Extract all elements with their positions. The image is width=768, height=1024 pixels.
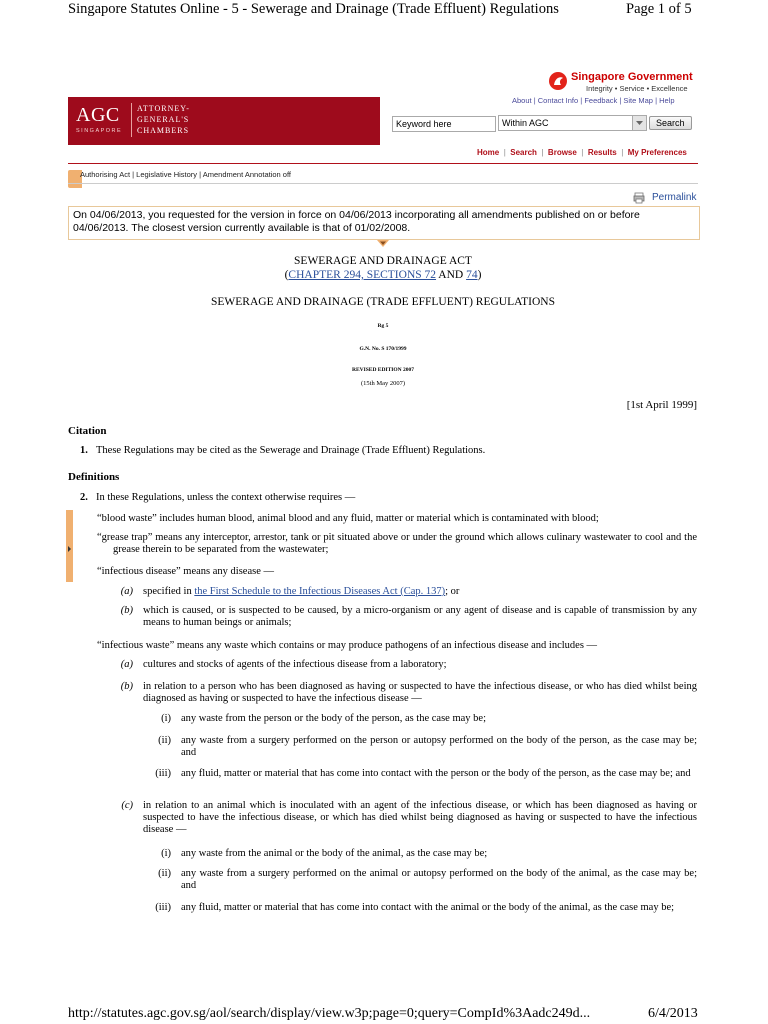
print-header-page: Page 1 of 5 <box>626 1 692 17</box>
rg-number: Rg 5 <box>377 323 389 329</box>
agc-name: ATTORNEY- GENERAL'S CHAMBERS <box>137 104 190 135</box>
commencement-date: [1st April 1999] <box>626 399 697 411</box>
contact-info-link[interactable]: Contact Info <box>537 96 579 105</box>
agc-banner[interactable] <box>68 97 380 145</box>
id-b-label: (b) <box>120 605 133 616</box>
regulations-title: SEWERAGE AND DRAINAGE (TRADE EFFLUENT) REGULATIONS <box>210 296 556 308</box>
top-links: About | Contact Info | Feedback | Site Map | Help <box>512 96 675 105</box>
def-blood-waste: “blood waste” includes human blood, animal blood and any fluid, matter or material which is contaminated with blood; <box>97 513 599 524</box>
legislative-history-link[interactable]: Legislative History <box>136 170 198 179</box>
chapter-link[interactable]: CHAPTER 294, SECTIONS 72 <box>288 269 437 281</box>
print-footer-date: 6/4/2013 <box>648 1006 698 1021</box>
section-1-number: 1. <box>80 445 88 456</box>
print-footer-url: http://statutes.agc.gov.sg/aol/search/display/view.w3p;page=0;query=CompId%3Aadc249d... <box>68 1006 591 1021</box>
sub-nav: Authorising Act | Legislative History | Amendment Annotation off <box>80 170 292 179</box>
gn-number: G.N. No. S 170/1999 <box>359 346 407 352</box>
version-notice: On 04/06/2013, you requested for the version in force on 04/06/2013 incorporating all amendments published on or before 04/06/2013. The closest version currently available is that of 01/02/2008. <box>68 206 700 240</box>
feedback-link[interactable]: Feedback <box>584 96 618 105</box>
iw-b-label: (b) <box>120 681 133 692</box>
iw-b-ii-text: any waste from a surgery performed on the person or autopsy performed on the body of the person, as the case may be; and <box>181 735 697 758</box>
nav-divider <box>68 163 698 164</box>
section-1-text: These Regulations may be cited as the Sewerage and Drainage (Trade Effluent) Regulations. <box>96 445 486 456</box>
print-header-title: Singapore Statutes Online - 5 - Sewerage and Drainage (Trade Effluent) Regulations <box>68 1 559 17</box>
nav-my-preferences[interactable]: My Preferences <box>627 148 687 157</box>
permalink-link[interactable]: Permalink <box>652 192 697 203</box>
iw-c-text: in relation to an animal which is inoculated with an agent of the infectious disease, or which has been diagnosed as having or suspected to have the infectious disease, or which has died whilst being diagnosed as having or suspected to have the infectious disease — <box>143 800 697 835</box>
about-link[interactable]: About <box>512 96 532 105</box>
expand-arrow-icon[interactable] <box>377 234 389 241</box>
def-infectious-waste: “infectious waste” means any waste which contains or may produce pathogens of an infectious disease and includes — <box>97 640 598 651</box>
iw-a-label: (a) <box>120 659 133 670</box>
section-2-intro: In these Regulations, unless the context otherwise requires — <box>96 492 356 503</box>
agc-abbr: AGC <box>76 104 120 126</box>
iw-c-ii-label: (ii) <box>158 868 171 879</box>
search-button[interactable]: Search <box>649 116 692 130</box>
iw-b-i-label: (i) <box>161 713 171 724</box>
iw-c-label: (c) <box>121 800 133 811</box>
iw-c-i-label: (i) <box>161 848 171 859</box>
sg-gov-brand[interactable]: Singapore Government <box>571 71 693 83</box>
act-title: SEWERAGE AND DRAINAGE ACT <box>294 255 472 267</box>
nav-search[interactable]: Search <box>510 148 537 157</box>
iw-c-iii-label: (iii) <box>155 902 171 913</box>
subnav-divider <box>68 183 698 184</box>
iw-c-ii-text: any waste from a surgery performed on the animal or autopsy performed on the body of the animal, as the case may be; and <box>181 868 697 891</box>
id-b-text: which is caused, or is suspected to be caused, by a micro-organism or any agent of disease and is capable of transmission by any means to human beings or animals; <box>143 605 697 628</box>
print-icon[interactable] <box>633 191 645 203</box>
id-a-text: specified in the First Schedule to the Infectious Diseases Act (Cap. 137); or <box>143 586 460 597</box>
iw-c-i-text: any waste from the animal or the body of the animal, as the case may be; <box>181 848 488 859</box>
agc-sub: SINGAPORE <box>76 128 123 134</box>
section-2-number: 2. <box>80 492 88 503</box>
dropdown-arrow-icon <box>633 116 646 130</box>
nav-browse[interactable]: Browse <box>547 148 577 157</box>
def-grease-trap: “grease trap” means any interceptor, arrestor, tank or pit situated above or under the ground which allows culinary wastewater to cool and the grease therein to be separated from the wastewater; <box>97 532 697 555</box>
iw-b-iii-text: any fluid, matter or material that has come into contact with the person or the body of the person, as the case may be; and <box>181 768 691 779</box>
main-nav: Home | Search | Browse | Results | My Preferences <box>477 148 687 157</box>
edition-date: (15th May 2007) <box>360 380 406 387</box>
help-link[interactable]: Help <box>659 96 675 105</box>
iw-b-text: in relation to a person who has been diagnosed as having or suspected to have the infectious disease, or who has died whilst being diagnosed as having or suspected to have the infectious disease — <box>143 681 697 704</box>
def-infectious-disease: “infectious disease” means any disease — <box>97 566 274 577</box>
id-a-label: (a) <box>120 586 133 597</box>
definitions-heading: Definitions <box>68 471 120 483</box>
scope-dropdown-button[interactable] <box>632 115 647 131</box>
agc-divider <box>131 103 132 137</box>
annotation-marker[interactable] <box>66 510 73 582</box>
iw-b-i-text: any waste from the person or the body of the person, as the case may be; <box>181 713 486 724</box>
scope-select[interactable]: Within AGC <box>498 115 641 131</box>
section-74-link[interactable]: 74 <box>466 269 478 281</box>
citation-heading: Citation <box>68 425 107 437</box>
iw-c-iii-text: any fluid, matter or material that has come into contact with the animal or the body of the animal, as the case may be; <box>181 902 675 913</box>
infectious-diseases-act-link[interactable]: the First Schedule to the Infectious Diseases Act (Cap. 137) <box>194 586 446 597</box>
act-chapter: (CHAPTER 294, SECTIONS 72 AND 74) <box>284 269 482 281</box>
iw-b-iii-label: (iii) <box>155 768 171 779</box>
iw-b-ii-label: (ii) <box>158 735 171 746</box>
nav-home[interactable]: Home <box>477 148 500 157</box>
revised-edition: REVISED EDITION 2007 <box>351 367 415 373</box>
authorising-act-link[interactable]: Authorising Act <box>80 170 131 179</box>
site-map-link[interactable]: Site Map <box>623 96 653 105</box>
amendment-annotation-toggle[interactable]: Amendment Annotation off <box>202 170 292 179</box>
nav-results[interactable]: Results <box>587 148 617 157</box>
sg-gov-tagline: Integrity • Service • Excellence <box>586 84 688 93</box>
singapore-lion-icon <box>548 71 568 91</box>
iw-a-text: cultures and stocks of agents of the infectious disease from a laboratory; <box>143 659 447 670</box>
keyword-input[interactable]: Keyword here <box>392 116 496 132</box>
